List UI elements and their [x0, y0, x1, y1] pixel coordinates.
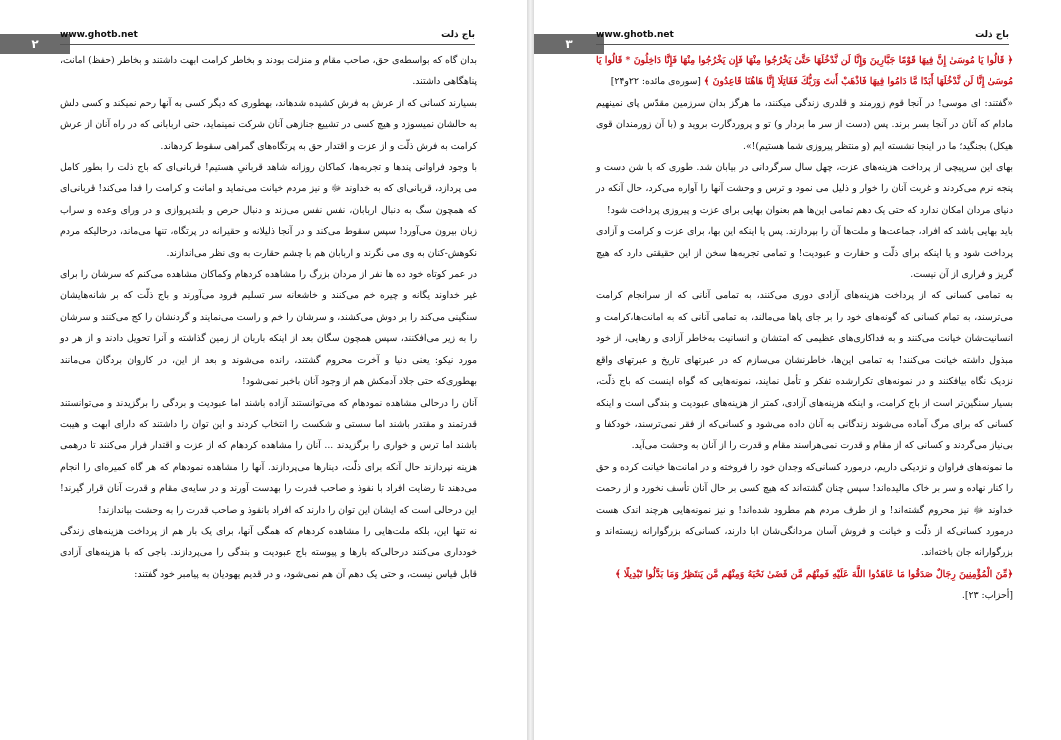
- quran-verse: ﴿مِّنَ الْمُؤْمِنِينَ رِجَالٌ صَدَقُوا مَا عَاهَدُوا اللَّهَ عَلَيْهِ فَمِنْهُم مَّن قَضَىٰ نَحْبَهُ وَمِنْهُم مَّن يَنتَظِرُ وَمَا بَدَّلُوا تَبْدِيلًا ﴾: [615, 568, 1013, 580]
- page-number-tab: ۲: [0, 34, 70, 54]
- verse-reference: [أحزاب: ۲۳].: [961, 590, 1013, 602]
- header-rule: [596, 44, 1009, 45]
- paragraph: با وجود فراوانی پندها و تجربه‌ها، کماکان روزانه شاهد قربانیِ هستیم! قربانی‌ای که باج ذلت را بطور کامل می پردازد، قربانی‌ای که به خداوند ﷻ و نیز مردم خیانت می‌نماید و امانت و کرامت را فدا می‌کند! قربانی‌ای که همچون سگ به دنبال اربابان، نفس نفس می‌زند و دنبال حرص و بلندپروازی و در ورای وعده و سراب زبان بیرون می‌آورد! سپس سقوط می‌کند و در آنجا ذلیلانه و حقیرانه در پرتگاه، تنها می‌ماند، درحالیکه مردم نکوهش-کنان به وی می نگرند و اربابان هم با چشم حقارت به وی نظر می‌اندازند.: [60, 162, 477, 259]
- paragraph: «گفتند: ای موسی! در آنجا قوم زورمند و قلدری زندگی میکنند، ما هرگز بدان سرزمین مقدّس پای نمینهیم مادام که آنان در آنجا بسر برند. پس (دست از سر ما بردار و) تو و پروردگارت بروید و (با آن زورمندان قوی هیکل) بجنگید؛ ما در اینجا نشسته ایم (و منتظر پیروزی شما هستیم)!».: [596, 97, 1013, 152]
- left-page: [0, 0, 527, 740]
- page-body: [60, 50, 477, 585]
- running-title: باج ذلت: [441, 30, 475, 40]
- paragraph: بهای این سرپیچی از پرداخت هزینه‌های عزت، چهل سال سرگردانی در بیابان شد. طوری که با شن دست و پنجه نرم می‌کردند و غربت آنان را خوار و ذلیل می نمود و ترس و وحشت آنها را آواره می‌کرد، حال آنکه در دنیای مردان امکان ندارد که حتی یک دهم تمامی این‌ها هم بعنوان بهایی برای عزت و پیروزی پرداخت شود!: [596, 162, 1013, 216]
- header-rule: [60, 44, 475, 45]
- site-url: www.ghotb.net: [596, 30, 674, 40]
- verse-reference: [سوره‌ی مائده: ۲۲و۲۴]: [610, 76, 701, 88]
- paragraph: آنان را درحالی مشاهده نمودهام که می‌توانستند آزاده باشند اما عبودیت و بردگی را برگزیدند و می‌توانستند قدرتمند و مقتدر باشند اما سستی و شکست را انتخاب کردند و این توان را داشتند که دارای ابهت و هیبت باشند اما ترس و خواری را برگزیدند ... آنان را مشاهده کردهام که از عزت و اقتدار فرار می‌کنند تا درهمی هزینه نپردازند حال آنکه برای ذلّت، دینارها می‌پردازند. آنها را مشاهده نمودهام که هر گاه کمیره‌ای را انجام می‌دهند تا رضایت افراد با نفوذ و صاحب قدرت را بهدست آورند و در سایه‌ی مقام و قدرت آنان قرار گیرند! این درحالی است که ایشان این توان را دارند که افراد بانفوذ و صاحب قدرت را به وحشت بیاندازند!: [60, 397, 477, 516]
- page-number-tab: ۳: [534, 34, 604, 54]
- quran-verse-block: [596, 50, 1013, 93]
- paragraph: بسیارند کسانی که از عرش به فرش کشیده شدهاند، بهطوری که دیگر کسی به آنها رحم نمیکند و کسی دلش به حالشان نمیسوزد و هیچ کسی در تشییع جنازهی آنان شرکت نمینماید، حتی اربابانی که در راه آنان از عرش کرامت به فرش ذلّت و از عزت و اقتدار حق به پرتگاه‌های گمراهی سقوط کردهاند.: [60, 97, 477, 152]
- page-header: [60, 30, 475, 44]
- book-gutter: [527, 0, 534, 740]
- site-url: www.ghotb.net: [60, 30, 138, 40]
- page-header: [596, 30, 1009, 44]
- quran-verse-block: [596, 564, 1013, 585]
- quran-verse: ﴿ قَالُوا يَا مُوسَىٰ إِنَّ فِيهَا قَوْمًا جَبَّارِينَ وَإِنَّا لَن نَّدْخُلَهَا حَتَّىٰ يَخْرُجُوا مِنْهَا فَإِن يَخْرُجُوا مِنْهَا فَإِنَّا دَاخِلُونَ * قَالُوا يَا مُوسَىٰ إِنَّا لَن نَّدْخُلَهَا أَبَدًا مَّا دَامُوا فِيهَا فَاذْهَبْ أَنتَ وَرَبُّكَ فَقَاتِلَا إِنَّا هَاهُنَا قَاعِدُونَ ﴾: [596, 55, 1013, 88]
- paragraph: ما نمونه‌های فراوان و نزدیکی داریم، درمورد کسانی‌که وجدان خود را فروخته و در امانت‌ها خیانت کرده و حق را کنار نهاده و سر بر خاک مالیده‌اند! سپس چنان گشته‌اند که هیچ کسی بر حال آنان تأسف نخورد و از رحمت خداوند ﷻ نیز محروم گشته‌اند! و از طرف مردم هم مطرود شده‌اند! و نیز نمونه‌هایی هرچند اندک هست درمورد کسانی‌که از ذلّت و خیانت و فروش آسان مردانگی‌شان ابا دارند، کسانی‌که بزرگوارانه زیسته‌اند و بزرگوارانه جان باخته‌اند.: [596, 461, 1013, 559]
- paragraph: در عمر کوتاه خود ده ها نفر از مردان بزرگ را مشاهده کردهام وکماکان مشاهده می‌کنم که سرشان را برای غیر خداوند یگانه و چیره خم می‌کنند و خاشعانه سر تسلیم فرود می‌آورند و باج ذلّت که بر شانه‌هایشان سنگینی می‌کند را بر دوش می‌کشند، و سرشان را خم و راست می‌نمایند و گردنشان را کج می‌کنند و سرشان را به زیر می‌افکنند، سپس همچون سگان بعد از اینکه باربان از زمین گذاشته و آنرا تحویل دادند و از هر دو مورد نیکو: یعنی دنیا و آخرت محروم گشتند، رانده می‌شوند و بعد از این، در کاروان بردگان می‌مانند بهطوری‌که حتی جلاد آدمکش هم از وجود آنان باخبر نمی‌شود!: [60, 269, 477, 388]
- paragraph: باید بهایی باشد که افراد، جماعت‌ها و ملت‌ها آن را بپردازند. پس یا اینکه این بها، برای عزت و کرامت و آزادی پرداخت شود و یا اینکه برای ذلّت و حقارت و عبودیت! و تمامی تجربه‌ها سخن از این حقیقتی دارد که هیچ گریز و فراری از آن نیست.: [596, 226, 1013, 281]
- paragraph: به تمامی کسانی که از پرداخت هزینه‌های آزادی دوری می‌کنند، به تمامی آنانی که از سرانجام کرامت می‌ترسند، به تمام کسانی که گونه‌های خود را بر جای پاها می‌مالند، به تمامی آنانی که به امانت‌ها،کرامت و انسانیت‌شان خیانت می‌کنند و به فداکاری‌های عظیمی که امتشان و انسانیت به‌خاطر آزادی و رهایی، از خود مبذول داشته خیانت می‌کنند! به تمامی این‌ها، خاطرنشان می‌سازم که در عبرتهای تاریخ و عبرتهای واقع نزدیک نگاه بیافکنند و در نمونه‌های تکرارشده تفکر و تأمل نمایند، نمونه‌هایی که گواه اینست که باج ذلّت، بسیار سنگین‌تر است از باج کرامت، و اینکه هزینه‌های آزادی، کمتر از هزینه‌های عبودیت و بندگی است و اینکه کسانی که برای مرگ آماده می‌شوند زندگانی به آنان داده می‌شود و کسانی‌که از فقر نمی‌ترسند، خودکفا و بی‌نیاز می‌گردند و کسانی که از مقام و قدرت نمی‌هراسند مقام و قدرت را از آنان به وحشت می‌آید.: [596, 290, 1013, 452]
- paragraph: نه تنها این، بلکه ملت‌هایی را مشاهده کردهام که همگی آنها، برای یک بار هم از پرداخت هزینه‌های زندگی خودداری می‌کنند درحالی‌که بارها و پیوسته باج عبودیت و بندگی را می‌پردازند. باجی که با هزینه‌های آزادی قابل قیاس نیست، و حتی یک دهم آن هم نمی‌شود، و در قدیم یهودیان به پیامبر خود گفتند:: [60, 525, 477, 580]
- running-title: باج ذلت: [975, 30, 1009, 40]
- right-page: [534, 0, 1061, 740]
- paragraph: بدان گاه که بواسطه‌ی حق، صاحب مقام و منزلت بودند و بخاطر کرامت ابهت داشتند و بخاطر (حفظ) امانت، پناهگاهی داشتند.: [60, 55, 477, 88]
- page-body: [596, 50, 1013, 607]
